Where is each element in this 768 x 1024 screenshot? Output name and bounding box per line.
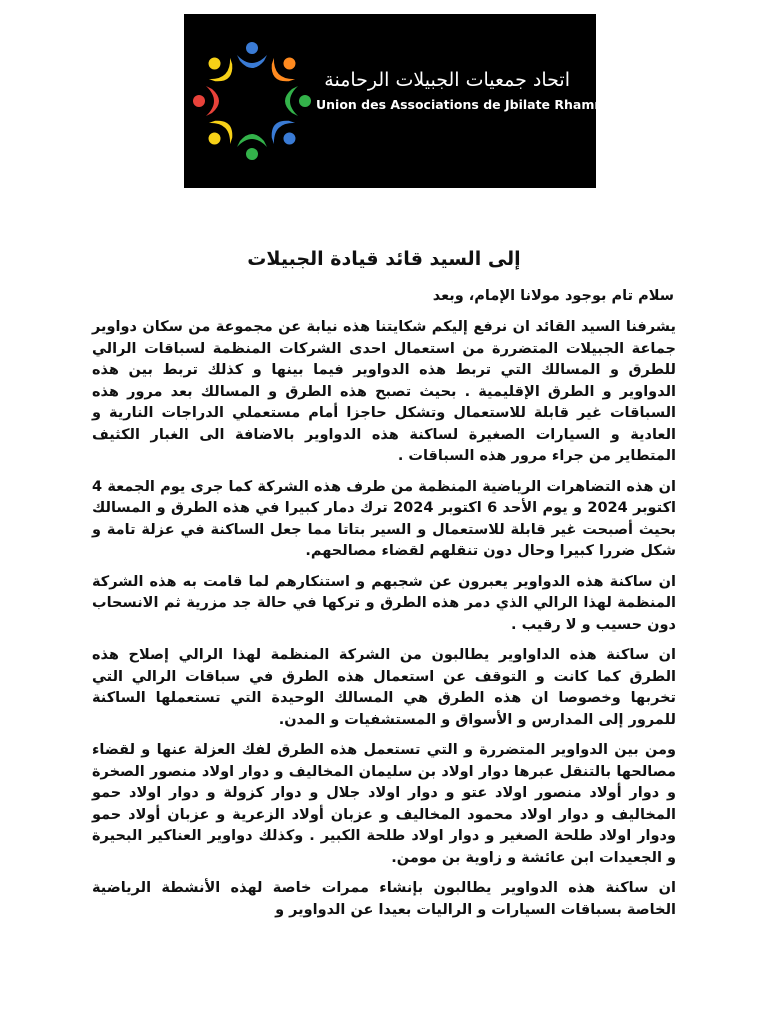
logo-figure-8	[200, 49, 240, 89]
logo-figure-6	[200, 114, 240, 154]
letter-paragraph-5: ومن بين الدواوير المتضررة و التي تستعمل هذه الطرق لفك العزلة عنها و لقضاء مصالحها بالتنقل عبرها دوار اولاد بن سليمان المخاليف و دوار اولاد منصور الصخرة و دوار أولاد منصور اولاد عتو و دوار اولاد جلال و دوار كزولة و دوار اولاد حمو المخاليف و دوار اولاد محمود المخاليف و عزبان أولاد الزعرية و عزبان أولاد حمو ودوار اولاد طلحة الصغير و دوار اولاد طلحة الكبير . وكذلك دواوير العناكير البحيرة و الجعيدات ابن عائشة و زاوية بن مومن.	[92, 742, 676, 866]
org-name-french: Union des Associations de Jbilate Rhamna	[316, 97, 612, 112]
letter-paragraph-6: ان ساكنة هذه الدواوير يطالبون بإنشاء ممرات خاصة لهذه الأنشطة الرياضية الخاصة بسباقات السيارات و الراليات بعيدا عن الدواوير و	[92, 880, 676, 918]
logo-figure-1	[237, 42, 267, 68]
letter-body	[92, 317, 676, 930]
letter-title: إلى السيد قائد قيادة الجبيلات	[247, 248, 521, 270]
letter-greeting: سلام تام بوجود مولانا الإمام، وبعد	[432, 288, 674, 304]
letter-paragraph-1: يشرفنا السيد القائد ان نرفع إليكم شكايتنا هذه نيابة عن مجموعة من سكان دواوير جماعة الجبيلات المتضررة من استعمال احدى الشركات المنظمة لسباقات الرالي للطرق و المسالك التي تربط هذه الدواوير فيما بينها و كذلك تربط بين هذه الدواوير و الطرق الإقليمية . بحيث تصبح هذه الطرق و المسالك بعد مرور هذه السباقات غير قابلة للاستعمال وتشكل حاجزا أمام مستعملي الدراجات النارية و العادية و السيارات الصغيرة لساكنة هذه الدواوير بالاضافة الى الغبار الكثيف المتطاير من جراء مرور هذه السباقات .	[92, 319, 676, 464]
people-circle-logo-icon	[190, 36, 314, 166]
org-name-arabic: اتحاد جمعيات الجبيلات الرحامنة	[324, 69, 570, 91]
logo-figure-7	[193, 86, 219, 116]
logo-figure-4	[265, 114, 305, 154]
logo-figure-2	[265, 49, 305, 89]
letter-paragraph-2: ان هذه التضاهرات الرياضية المنظمة من طرف هذه الشركة كما جرى يوم الجمعة 4 اكتوبر 2024 و يوم الأحد 6 اكتوبر 2024 ترك دمار كبيرا في هذه الطرق و المسالك بحيث أصبحت غير قابلة للاستعمال و السير بتاتا مما جعل الساكنة في عزلة تامة و شكل ضررا كبيرا وحال دون تنقلهم لقضاء مصالحهم.	[92, 478, 676, 559]
header-logo-banner	[184, 14, 612, 188]
logo-figure-5	[237, 134, 267, 160]
letter-paragraph-4: ان ساكنة هذه الداواوير يطالبون من الشركة المنظمة لهذا الرالي إصلاح هذه الطرق كما كانت و التوقف عن استعمال هذه الطرق في سباقات الرالي التي تخربها وخصوصا ان هذه الطرق هي المسالك الوحيدة التي تستعملها الساكنة للمرور إلى المدارس و الأسواق و المستشفيات و المدن.	[92, 647, 676, 728]
logo-figure-3	[285, 86, 311, 116]
letter-paragraph-3: ان ساكنة هذه الدواوير يعبرون عن شجبهم و استنكارهم لما قامت به هذه الشركة المنظمة لهذا الرالي الذي دمر هذه الطرق و تركها في حالة جد مزرية ثم الانسحاب دون حسيب و لا رقيب .	[92, 573, 676, 633]
